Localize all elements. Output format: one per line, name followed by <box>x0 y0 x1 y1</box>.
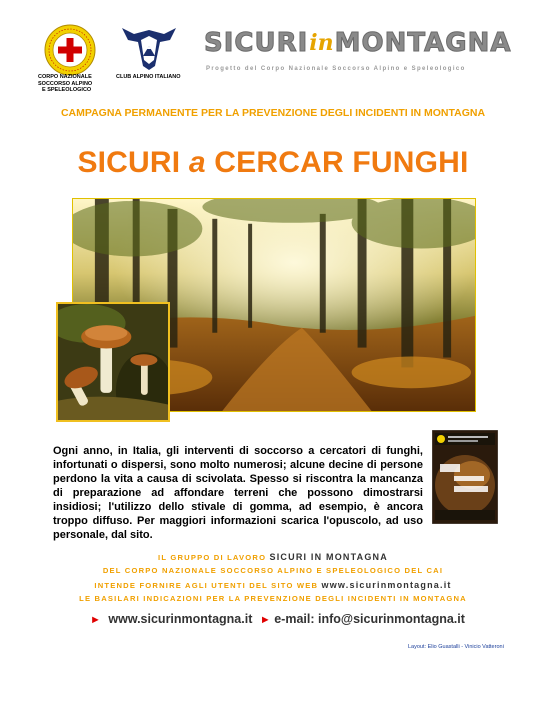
cnsas-caption-line: SOCCORSO ALPINO <box>38 80 93 87</box>
working-group-text: INTENDE FORNIRE AGLI UTENTI DEL SITO WEB <box>94 581 322 590</box>
booklet-cover-thumbnail[interactable] <box>432 430 498 524</box>
page-title <box>0 146 546 180</box>
title-part: a <box>188 146 206 179</box>
title-part: CERCAR FUNGHI <box>205 146 469 179</box>
title-part: SICURI <box>77 146 189 179</box>
brand-tagline: Progetto del Corpo Nazionale Soccorso Alpino e Speleologico <box>206 66 466 72</box>
brand-logo <box>204 28 511 58</box>
cnsas-logo <box>44 24 96 76</box>
mushroom-photo <box>56 302 170 422</box>
working-group-site: www.sicurinmontagna.it <box>321 580 452 590</box>
brand-text-in: in <box>309 30 334 56</box>
working-group-line: DEL CORPO NAZIONALE SOCCORSO ALPINO E SPELEOLOGICO DEL CAI <box>102 566 444 575</box>
body-paragraph: Ogni anno, in Italia, gli interventi di soccorso a cercatori di funghi, infortunati o dispersi, sono molto numerosi; alcune decine di persone perdono la vita a causa di scivolata. Spesso si riscontra la mancanza di preparazione ad affondare terreni che possono dimostrarsi insidiosi; l'utilizzo dello stivale di gomma, ad esempio, è ancora troppo diffuso. Per maggiori informazioni scarica l'opuscolo, ad uso personale, dal sito. <box>53 445 423 541</box>
brand-text-right: MONTAGNA <box>334 28 512 58</box>
working-group-line: LE BASILARI INDICAZIONI PER LA PREVENZIONE DEGLI INCIDENTI IN MONTAGNA <box>79 594 467 603</box>
cnsas-caption <box>38 74 104 94</box>
working-group-line <box>0 580 546 590</box>
working-group-text: IL GRUPPO DI LAVORO <box>158 553 270 562</box>
cnsas-caption-line: E SPELEOLOGICO <box>42 87 92 93</box>
cai-logo <box>120 26 178 70</box>
arrow-right-icon: ► <box>259 614 271 626</box>
arrow-right-icon: ► <box>90 614 101 626</box>
campaign-heading: CAMPAGNA PERMANENTE PER LA PREVENZIONE DEGLI INCIDENTI IN MONTAGNA <box>60 107 486 119</box>
email-label: e-mail: <box>274 612 318 626</box>
brand-text-left: SICURI <box>204 28 309 58</box>
contact-links <box>90 612 465 626</box>
cai-caption: CLUB ALPINO ITALIANO <box>116 74 181 80</box>
email-link[interactable]: info@sicurinmontagna.it <box>318 612 465 626</box>
working-group-line <box>0 552 546 562</box>
layout-credit: Layout: Elio Guastalli - Vinicio Vatteroni <box>408 644 504 650</box>
cnsas-caption-line: CORPO NAZIONALE <box>38 74 92 80</box>
working-group-name: SICURI IN MONTAGNA <box>269 552 388 562</box>
website-link[interactable]: www.sicurinmontagna.it <box>108 612 253 626</box>
